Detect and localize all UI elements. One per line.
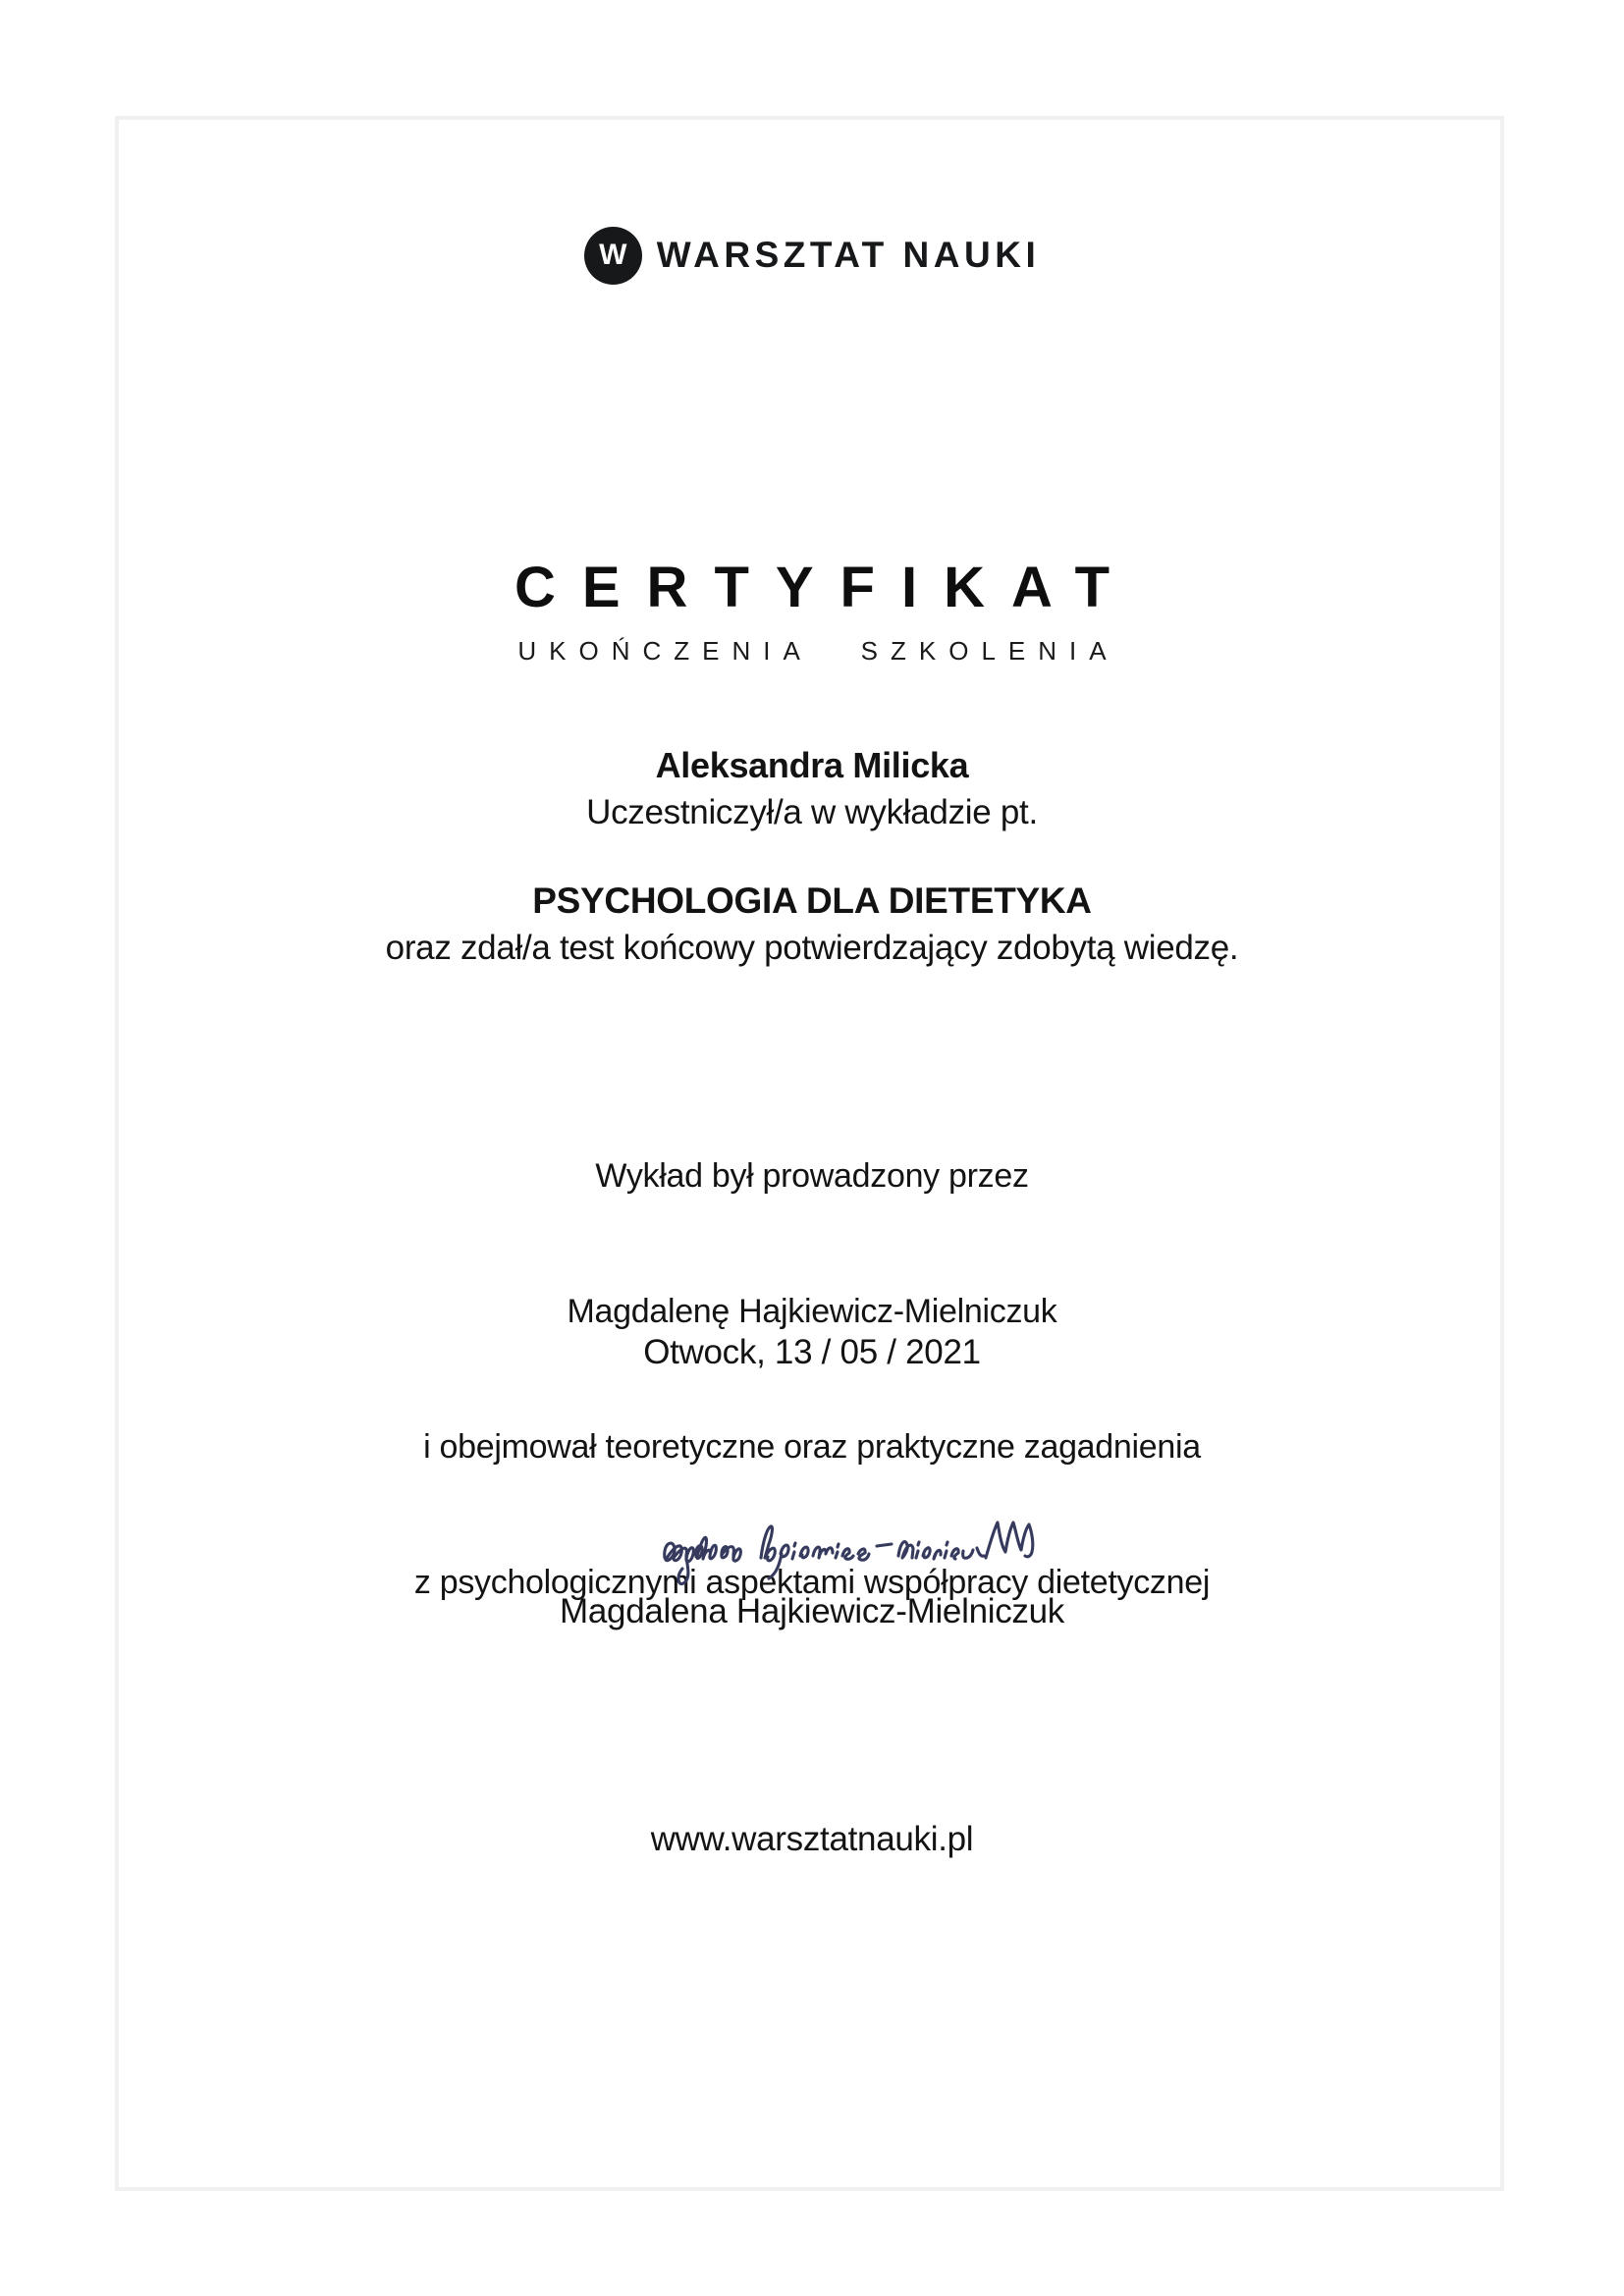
signature-handwriting-image xyxy=(653,1497,1041,1590)
details-line-4: z psychologicznymi aspektami współpracy dietetycznej xyxy=(413,1564,1211,1601)
details-line-3: i obejmował teoretyczne oraz praktyczne zagadnienia xyxy=(423,1428,1201,1466)
participation-line: Uczestniczył/a w wykładzie pt. xyxy=(586,793,1038,831)
signature xyxy=(0,1494,1624,1592)
signer-name: Magdalena Hajkiewicz-Mielniczuk xyxy=(560,1592,1064,1630)
logo-wordmark: WARSZTAT NAUKI xyxy=(656,235,1041,275)
course-result-line: oraz zdał/a test końcowy potwierdzający zdobytą wiedzę. xyxy=(385,929,1239,967)
logo-circle-w-icon xyxy=(584,227,642,285)
course-title: PSYCHOLOGIA DLA DIETETYKA xyxy=(532,881,1092,921)
details-line-1: Wykład był prowadzony przez xyxy=(595,1157,1029,1195)
details-line-2: Magdalenę Hajkiewicz-Mielniczuk xyxy=(567,1293,1057,1330)
signature-stroke xyxy=(664,1522,1032,1584)
recipient-name: Aleksandra Milicka xyxy=(655,745,969,785)
place-and-date: Otwock, 13 / 05 / 2021 xyxy=(643,1333,981,1371)
logo xyxy=(0,224,1624,287)
website: www.warsztatnauki.pl xyxy=(650,1820,974,1858)
logo-mark-letter: W xyxy=(599,239,627,271)
certificate-title: CERTYFIKAT xyxy=(514,556,1136,619)
certificate-subtitle: UKOŃCZENIA SZKOLENIA xyxy=(517,636,1119,666)
